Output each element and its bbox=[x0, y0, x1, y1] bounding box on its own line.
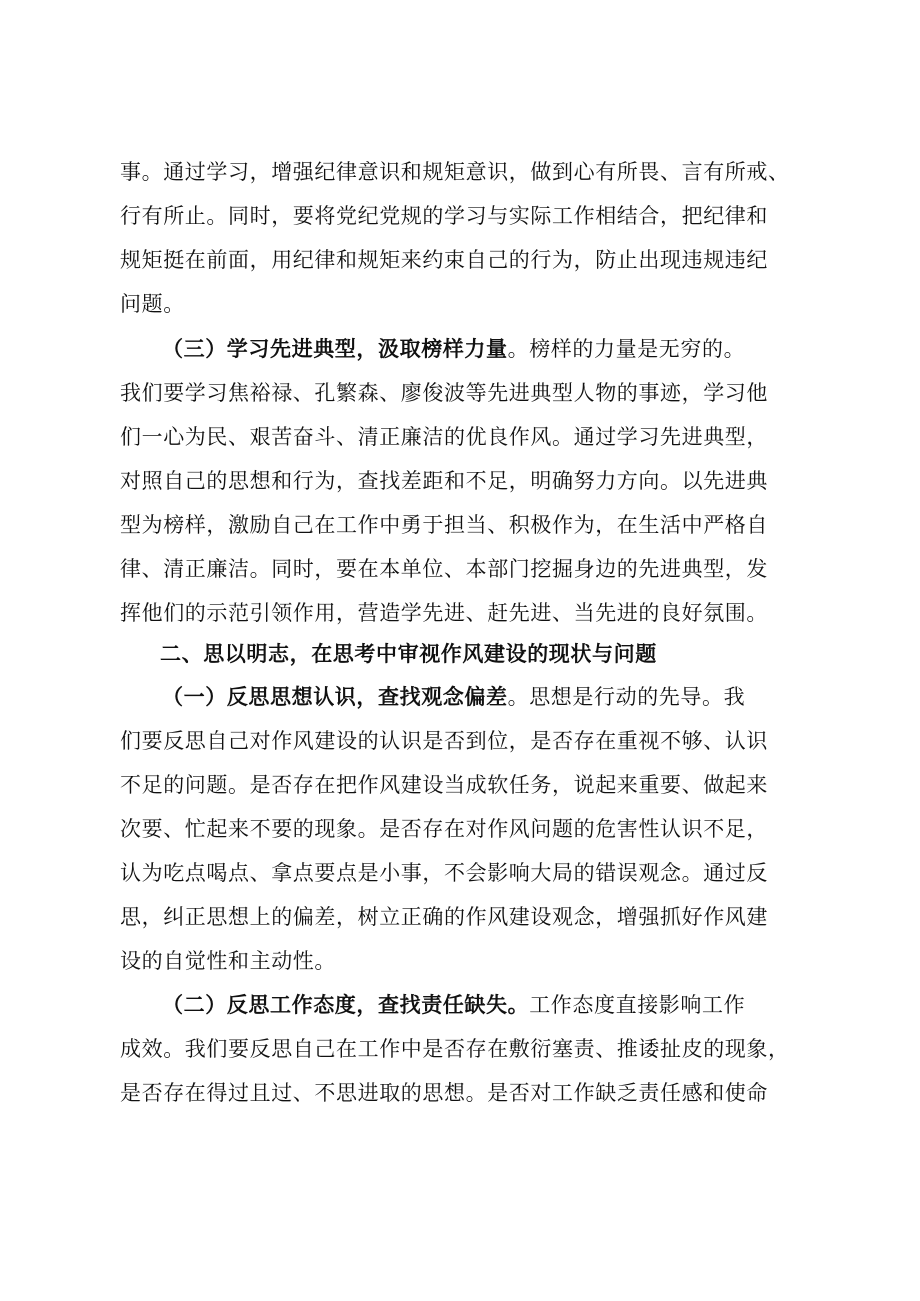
section-title: 二、思以明志，在思考中审视作风建设的现状与问题 bbox=[160, 641, 657, 666]
paragraph-line: 不足的问题。是否存在把作风建设当成软任务，说起来重要、做起来 bbox=[120, 773, 768, 797]
subsection-text: 。榜样的力量是无穷的。 bbox=[507, 337, 746, 361]
paragraph-line: 我们要学习焦裕禄、孔繁森、廖俊波等先进典型人物的事迹，学习他 bbox=[120, 381, 768, 405]
paragraph-line: 认为吃点喝点、拿点要点是小事，不会影响大局的错误观念。通过反 bbox=[120, 861, 768, 885]
subsection-text: 工作态度直接影响工作 bbox=[529, 993, 746, 1017]
subsection-heading: （二）反思工作态度，查找责任缺失。 bbox=[162, 992, 530, 1017]
paragraph-line: 们一心为民、艰苦奋斗、清正廉洁的优良作风。通过学习先进典型， bbox=[120, 425, 768, 449]
paragraph-line: 是否存在得过且过、不思进取的思想。是否对工作缺乏责任感和使命 bbox=[120, 1081, 768, 1105]
subsection-first-line bbox=[162, 327, 820, 371]
subsection-text: 。思想是行动的先导。我 bbox=[507, 685, 746, 709]
paragraph-line: 挥他们的示范引领作用，营造学先进、赶先进、当先进的良好氛围。 bbox=[120, 601, 768, 625]
paragraph-line: 问题。 bbox=[120, 292, 185, 316]
paragraph-line: 事。通过学习，增强纪律意识和规矩意识，做到心有所畏、言有所戒、 bbox=[120, 160, 790, 184]
subsection-heading: （一）反思思想认识，查找观念偏差 bbox=[162, 684, 508, 709]
paragraph-line: 们要反思自己对作风建设的认识是否到位，是否存在重视不够、认识 bbox=[120, 729, 768, 753]
paragraph-line: 规矩挺在前面，用纪律和规矩来约束自己的行为，防止出现违规违纪 bbox=[120, 248, 768, 272]
subsection-heading: （三）学习先进典型，汲取榜样力量 bbox=[162, 336, 508, 361]
paragraph-line: 次要、忙起来不要的现象。是否存在对作风问题的危害性认识不足， bbox=[120, 817, 768, 841]
paragraph-line: 思，纠正思想上的偏差，树立正确的作风建设观念，增强抓好作风建 bbox=[120, 905, 768, 929]
paragraph-line: 成效。我们要反思自己在工作中是否存在敷衍塞责、推诿扯皮的现象， bbox=[120, 1037, 790, 1061]
paragraph-line: 行有所止。同时，要将党纪党规的学习与实际工作相结合，把纪律和 bbox=[120, 204, 768, 228]
paragraph-line: 设的自觉性和主动性。 bbox=[120, 949, 336, 973]
paragraph-line: 对照自己的思想和行为，查找差距和不足，明确努力方向。以先进典 bbox=[120, 469, 768, 493]
paragraph-line: 型为榜样，激励自己在工作中勇于担当、积极作为，在生活中严格自 bbox=[120, 513, 768, 537]
paragraph-line: 律、清正廉洁。同时，要在本单位、本部门挖掘身边的先进典型，发 bbox=[120, 557, 768, 581]
subsection-first-line bbox=[162, 983, 820, 1027]
subsection-first-line bbox=[162, 675, 820, 719]
